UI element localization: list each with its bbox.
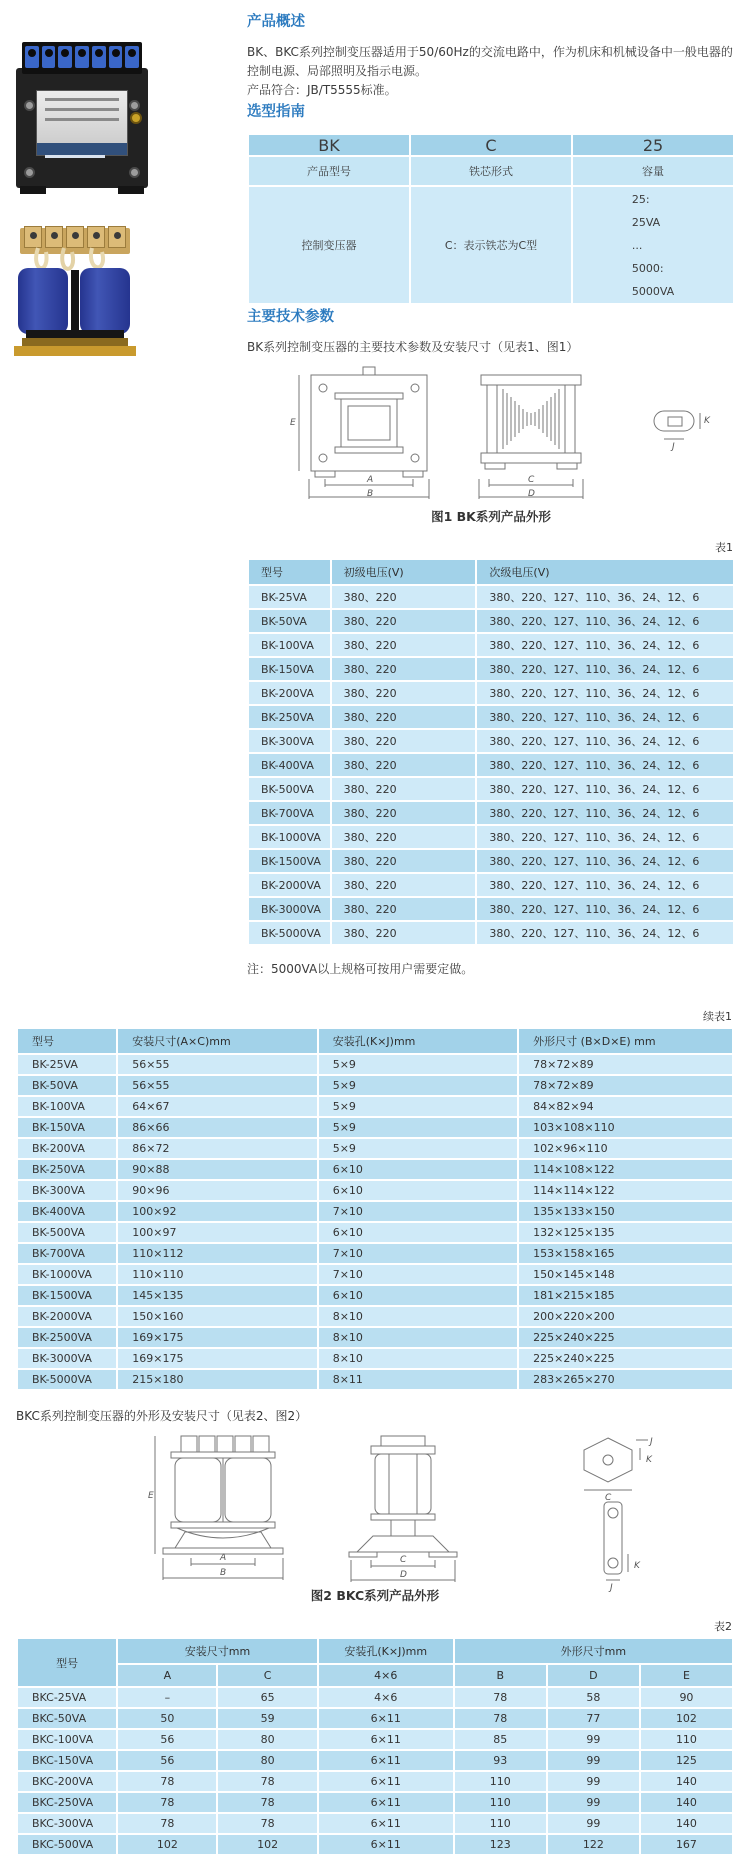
table-cell: 99 <box>547 1792 640 1813</box>
bk-photo-terminals <box>22 42 142 74</box>
table-cell: 380、220、127、110、36、24、12、6 <box>476 633 734 657</box>
svg-text:J: J <box>610 1583 613 1593</box>
table-cell: 100×97 <box>117 1222 317 1243</box>
table-cell: 6×10 <box>318 1285 518 1306</box>
table-cell: 125 <box>640 1750 733 1771</box>
table-row <box>17 1687 733 1708</box>
svg-text:E: E <box>148 1491 154 1501</box>
table2-group-header-row <box>17 1638 733 1664</box>
table-cell: 114×114×122 <box>518 1180 733 1201</box>
table-cell: 380、220、127、110、36、24、12、6 <box>476 681 734 705</box>
table-cell: 150×160 <box>117 1306 317 1327</box>
table-cell: 132×125×135 <box>518 1222 733 1243</box>
table-cell: 80 <box>217 1729 317 1750</box>
table-cell: BK-1500VA <box>248 849 331 873</box>
table-cell: 110×110 <box>117 1264 317 1285</box>
table-cell: BK-100VA <box>248 633 331 657</box>
table-cell: 86×66 <box>117 1117 317 1138</box>
svg-text:B: B <box>220 1568 227 1578</box>
figure1-caption: 图1 BK系列产品外形 <box>431 509 551 524</box>
table-cell: 380、220 <box>331 609 477 633</box>
table-cell: 140 <box>640 1813 733 1834</box>
table-row <box>248 753 734 777</box>
table-cell: 283×265×270 <box>518 1369 733 1390</box>
table-row <box>17 1243 733 1264</box>
table-row <box>248 801 734 825</box>
table-cell: 181×215×185 <box>518 1285 733 1306</box>
table-row <box>248 729 734 753</box>
table2-header-model: 型号 <box>17 1638 117 1687</box>
table-cell: 380、220 <box>331 681 477 705</box>
table-cell: 380、220、127、110、36、24、12、6 <box>476 753 734 777</box>
table-cell: 99 <box>547 1771 640 1792</box>
table-cell: 380、220、127、110、36、24、12、6 <box>476 609 734 633</box>
table-row <box>17 1729 733 1750</box>
table-cell: 380、220 <box>331 585 477 609</box>
table-row <box>17 1075 733 1096</box>
table1-header-row <box>248 559 734 585</box>
table-cell: 167 <box>640 1834 733 1855</box>
table-row <box>17 1117 733 1138</box>
table-cell: BK-5000VA <box>248 921 331 945</box>
table-row <box>17 1096 733 1117</box>
selection-heading: 选型指南 <box>247 104 305 120</box>
table1b-header-install: 安装尺寸(A×C)mm <box>117 1028 317 1054</box>
table-cell: BK-100VA <box>17 1096 117 1117</box>
figure1-drawing <box>256 363 726 503</box>
svg-text:C: C <box>605 1493 612 1503</box>
overview-standard: 产品符合：JB/T5555标准。 <box>247 83 397 97</box>
table-cell: 102 <box>117 1834 217 1855</box>
selection-detail-core: C：表示铁芯为C型 <box>410 186 572 304</box>
table-cell: 380、220、127、110、36、24、12、6 <box>476 849 734 873</box>
table-cell: 8×10 <box>318 1348 518 1369</box>
table-cell: BK-400VA <box>248 753 331 777</box>
table-row <box>248 825 734 849</box>
bk-photo-side-screw <box>130 112 142 124</box>
table-cell: BK-200VA <box>248 681 331 705</box>
table1b-header-hole: 安装孔(K×J)mm <box>318 1028 518 1054</box>
table-cell: 215×180 <box>117 1369 317 1390</box>
table-row <box>248 897 734 921</box>
table-cell: 380、220、127、110、36、24、12、6 <box>476 585 734 609</box>
bkc-transformer-photo <box>16 226 134 362</box>
table-cell: 78 <box>454 1687 547 1708</box>
tech-heading: 主要技术参数 <box>247 309 334 325</box>
table-cell: 93 <box>454 1750 547 1771</box>
selection-detail-model: 控制变压器 <box>248 186 410 304</box>
selection-code-25: 25 <box>572 134 734 156</box>
table-row <box>17 1834 733 1855</box>
svg-text:J: J <box>650 1437 653 1447</box>
table-row <box>248 609 734 633</box>
table-cell: 380、220 <box>331 657 477 681</box>
table-cell: 102 <box>217 1834 317 1855</box>
table1-voltages <box>247 558 735 946</box>
svg-text:A: A <box>367 475 374 485</box>
table2-subheader-b: B <box>454 1664 547 1687</box>
table-cell: 8×11 <box>318 1369 518 1390</box>
table-cell: 135×133×150 <box>518 1201 733 1222</box>
product-photo-column <box>16 42 166 362</box>
overview-paragraph: BK、BKC系列控制变压器适用于50/60Hz的交流电路中，作为机床和机械设备中一般电器的控制电源、局部照明及指示电源。 <box>247 45 733 78</box>
table-cell: 50 <box>117 1708 217 1729</box>
table-cell: 380、220 <box>331 825 477 849</box>
table-row <box>17 1792 733 1813</box>
table-cell: 380、220、127、110、36、24、12、6 <box>476 897 734 921</box>
table-row <box>17 1264 733 1285</box>
table2-bkc-dimensions <box>16 1637 734 1856</box>
table-cell: BKC-250VA <box>17 1792 117 1813</box>
table-cell: 6×11 <box>318 1708 454 1729</box>
selection-code-bk: BK <box>248 134 410 156</box>
table-cell: 380、220 <box>331 873 477 897</box>
svg-text:D: D <box>400 1570 407 1580</box>
table-row <box>17 1285 733 1306</box>
svg-text:E: E <box>290 418 296 428</box>
table-cell: 100×92 <box>117 1201 317 1222</box>
table-cell: 6×10 <box>318 1159 518 1180</box>
table-cell: BKC-150VA <box>17 1750 117 1771</box>
table-cell: BK-3000VA <box>17 1348 117 1369</box>
table1b-header-row <box>17 1028 733 1054</box>
table-cell: 225×240×225 <box>518 1348 733 1369</box>
selection-code-c: C <box>410 134 572 156</box>
table-row <box>248 681 734 705</box>
table-row <box>17 1306 733 1327</box>
selection-detail-row <box>248 186 734 304</box>
table-cell: BK-300VA <box>248 729 331 753</box>
table-cell: BK-2000VA <box>17 1306 117 1327</box>
table-cell: 145×135 <box>117 1285 317 1306</box>
table-cell: 78 <box>217 1771 317 1792</box>
table-cell: 78 <box>454 1708 547 1729</box>
table-cell: BK-250VA <box>248 705 331 729</box>
svg-text:K: K <box>704 416 710 426</box>
table-cell: 380、220 <box>331 897 477 921</box>
table-row <box>248 873 734 897</box>
table-cell: 150×145×148 <box>518 1264 733 1285</box>
table-cell: 380、220 <box>331 705 477 729</box>
table-cell: 380、220 <box>331 801 477 825</box>
table-row <box>17 1201 733 1222</box>
table-cell: 200×220×200 <box>518 1306 733 1327</box>
table-cell: 65 <box>217 1687 317 1708</box>
table-cell: 140 <box>640 1771 733 1792</box>
table-cell: 5×9 <box>318 1096 518 1117</box>
table-cell: 6×11 <box>318 1729 454 1750</box>
table-cell: 169×175 <box>117 1327 317 1348</box>
table-cell: 380、220、127、110、36、24、12、6 <box>476 705 734 729</box>
table-cell: 56×55 <box>117 1054 317 1075</box>
table2-header-install: 安装尺寸mm <box>117 1638 317 1664</box>
bkc-photo-terminals <box>24 226 126 248</box>
svg-text:C: C <box>528 475 535 485</box>
table-cell: 380、220、127、110、36、24、12、6 <box>476 729 734 753</box>
table-cell: 56 <box>117 1750 217 1771</box>
table-cell: BK-150VA <box>17 1117 117 1138</box>
table-cell: BK-400VA <box>17 1201 117 1222</box>
svg-text:C: C <box>400 1555 407 1565</box>
table-cell: BK-150VA <box>248 657 331 681</box>
figure2-drawing <box>16 1430 734 1593</box>
table-cell: 114×108×122 <box>518 1159 733 1180</box>
selection-label-core: 铁芯形式 <box>410 156 572 186</box>
table-row <box>17 1054 733 1075</box>
table-cell: 78 <box>117 1792 217 1813</box>
table-cell: BK-2000VA <box>248 873 331 897</box>
table2-subheader-e: E <box>640 1664 733 1687</box>
table-cell: 56×55 <box>117 1075 317 1096</box>
table-cell: 380、220、127、110、36、24、12、6 <box>476 921 734 945</box>
table-cell: 8×10 <box>318 1327 518 1348</box>
table-cell: 169×175 <box>117 1348 317 1369</box>
table2-header-outline: 外形尺寸mm <box>454 1638 733 1664</box>
tech-intro: BK系列控制变压器的主要技术参数及安装尺寸（见表1、图1） <box>247 340 579 354</box>
table-row <box>17 1138 733 1159</box>
selection-detail-capacity: 25: 25VA ... 5000: 5000VA <box>572 186 734 304</box>
table-cell: 6×11 <box>318 1834 454 1855</box>
bkc-intro: BKC系列控制变压器的外形及安装尺寸（见表2、图2） <box>16 1409 308 1423</box>
table2-subheader-a: A <box>117 1664 217 1687</box>
table-cell: 380、220、127、110、36、24、12、6 <box>476 873 734 897</box>
bk-photo-nameplate <box>36 90 128 156</box>
table-row <box>248 705 734 729</box>
table-cell: 102 <box>640 1708 733 1729</box>
table1b-header-model: 型号 <box>17 1028 117 1054</box>
table-cell: 6×11 <box>318 1813 454 1834</box>
table-cell: 380、220 <box>331 921 477 945</box>
table-cell: BK-50VA <box>248 609 331 633</box>
table-cell: BK-3000VA <box>248 897 331 921</box>
table-cell: BKC-200VA <box>17 1771 117 1792</box>
table-cell: 5×9 <box>318 1075 518 1096</box>
selection-guide-table <box>247 133 735 305</box>
table-row <box>17 1369 733 1390</box>
table-cell: 103×108×110 <box>518 1117 733 1138</box>
table-cell: 85 <box>454 1729 547 1750</box>
table-cell: 78 <box>217 1792 317 1813</box>
table-cell: BK-500VA <box>17 1222 117 1243</box>
table1-note: 注：5000VA以上规格可按用户需要定做。 <box>247 962 474 976</box>
table-cell: BK-5000VA <box>17 1369 117 1390</box>
table2-tag: 表2 <box>714 1620 732 1633</box>
selection-label-model: 产品型号 <box>248 156 410 186</box>
table-cell: 153×158×165 <box>518 1243 733 1264</box>
table-cell: BK-25VA <box>17 1054 117 1075</box>
table-cell: BKC-50VA <box>17 1708 117 1729</box>
table-row <box>248 849 734 873</box>
svg-text:K: K <box>634 1561 640 1571</box>
bkc-photo-coil-right <box>80 268 130 334</box>
table-row <box>17 1708 733 1729</box>
table-row <box>17 1222 733 1243</box>
table-cell: 78 <box>217 1813 317 1834</box>
table1-tag: 表1 <box>715 541 733 554</box>
table-cell: 78×72×89 <box>518 1054 733 1075</box>
table-cell: 6×10 <box>318 1180 518 1201</box>
table-row <box>248 633 734 657</box>
table-cell: 140 <box>640 1792 733 1813</box>
table-cell: 6×11 <box>318 1771 454 1792</box>
overview-heading: 产品概述 <box>247 14 305 30</box>
table-row <box>17 1771 733 1792</box>
table-cell: BK-700VA <box>17 1243 117 1264</box>
table1-header-model: 型号 <box>248 559 331 585</box>
selection-label-row <box>248 156 734 186</box>
table-row <box>17 1180 733 1201</box>
table-row <box>17 1327 733 1348</box>
table-cell: 8×10 <box>318 1306 518 1327</box>
table-cell: 110×112 <box>117 1243 317 1264</box>
table-cell: 77 <box>547 1708 640 1729</box>
table-row <box>17 1813 733 1834</box>
table-cell: 7×10 <box>318 1201 518 1222</box>
table-cell: 6×11 <box>318 1792 454 1813</box>
table2-subheader-d: D <box>547 1664 640 1687</box>
table-cell: 110 <box>454 1771 547 1792</box>
table-cell: 102×96×110 <box>518 1138 733 1159</box>
table-cell: 380、220 <box>331 633 477 657</box>
table-cell: BK-500VA <box>248 777 331 801</box>
table2-sub-header-row <box>17 1664 733 1687</box>
table1-header-secondary: 次级电压(V) <box>476 559 734 585</box>
table-row <box>248 777 734 801</box>
table2-subheader-hole: 4×6 <box>318 1664 454 1687</box>
table-cell: 64×67 <box>117 1096 317 1117</box>
table-cell: 110 <box>454 1792 547 1813</box>
table-cell: 86×72 <box>117 1138 317 1159</box>
table-cell: BK-2500VA <box>17 1327 117 1348</box>
table-cell: BK-1000VA <box>17 1264 117 1285</box>
table-cell: 78 <box>117 1771 217 1792</box>
table-cell: BK-300VA <box>17 1180 117 1201</box>
table-cell: 122 <box>547 1834 640 1855</box>
table-cell: 84×82×94 <box>518 1096 733 1117</box>
table-row <box>248 921 734 945</box>
table-row <box>248 657 734 681</box>
table1-header-primary: 初级电压(V) <box>331 559 477 585</box>
table-cell: 380、220 <box>331 777 477 801</box>
table-cell: 380、220、127、110、36、24、12、6 <box>476 777 734 801</box>
table1b-tag: 续表1 <box>703 1010 732 1023</box>
svg-text:A: A <box>220 1553 227 1563</box>
table-row <box>17 1348 733 1369</box>
table2-subheader-c: C <box>217 1664 317 1687</box>
table-cell: BK-50VA <box>17 1075 117 1096</box>
table-cell: 99 <box>547 1813 640 1834</box>
table-cell: 123 <box>454 1834 547 1855</box>
table-cell: 110 <box>454 1813 547 1834</box>
table-cell: 380、220 <box>331 849 477 873</box>
table-cell: 5×9 <box>318 1117 518 1138</box>
table-cell: BK-1500VA <box>17 1285 117 1306</box>
table-cell: 78×72×89 <box>518 1075 733 1096</box>
bk-transformer-photo <box>16 42 148 194</box>
table-cell: BK-700VA <box>248 801 331 825</box>
table-row <box>248 585 734 609</box>
table-cell: 4×6 <box>318 1687 454 1708</box>
table-cell: 380、220 <box>331 753 477 777</box>
table1b-dimensions <box>16 1027 734 1391</box>
table-cell: BKC-500VA <box>17 1834 117 1855</box>
table-cell: 80 <box>217 1750 317 1771</box>
table-cell: 59 <box>217 1708 317 1729</box>
table-row <box>17 1159 733 1180</box>
table-cell: BKC-25VA <box>17 1687 117 1708</box>
table1b-header-outline: 外形尺寸 (B×D×E) mm <box>518 1028 733 1054</box>
table-cell: 6×10 <box>318 1222 518 1243</box>
table-cell: 90 <box>640 1687 733 1708</box>
table-cell: 7×10 <box>318 1243 518 1264</box>
table-cell: 380、220、127、110、36、24、12、6 <box>476 825 734 849</box>
table-cell: BK-200VA <box>17 1138 117 1159</box>
svg-text:J: J <box>672 442 675 452</box>
table-cell: 380、220、127、110、36、24、12、6 <box>476 657 734 681</box>
table-cell: 5×9 <box>318 1138 518 1159</box>
table-cell: 6×11 <box>318 1750 454 1771</box>
table-cell: 225×240×225 <box>518 1327 733 1348</box>
table-cell: BKC-100VA <box>17 1729 117 1750</box>
selection-label-capacity: 容量 <box>572 156 734 186</box>
svg-text:B: B <box>367 489 374 499</box>
table-row <box>17 1750 733 1771</box>
table-cell: BK-25VA <box>248 585 331 609</box>
svg-text:D: D <box>528 489 535 499</box>
bkc-photo-coil-left <box>18 268 68 334</box>
table-cell: 78 <box>117 1813 217 1834</box>
table-cell: BK-250VA <box>17 1159 117 1180</box>
table-cell: 380、220、127、110、36、24、12、6 <box>476 801 734 825</box>
table-cell: 99 <box>547 1750 640 1771</box>
table-cell: 5×9 <box>318 1054 518 1075</box>
table-cell: 7×10 <box>318 1264 518 1285</box>
table-cell: 99 <box>547 1729 640 1750</box>
table-cell: 380、220 <box>331 729 477 753</box>
table-cell: – <box>117 1687 217 1708</box>
table-cell: 110 <box>640 1729 733 1750</box>
table-cell: BK-1000VA <box>248 825 331 849</box>
svg-text:K: K <box>646 1455 652 1465</box>
table-cell: BKC-300VA <box>17 1813 117 1834</box>
table-cell: 56 <box>117 1729 217 1750</box>
table-cell: 90×88 <box>117 1159 317 1180</box>
table-cell: 90×96 <box>117 1180 317 1201</box>
table2-header-hole: 安装孔(K×J)mm <box>318 1638 454 1664</box>
table-cell: 58 <box>547 1687 640 1708</box>
selection-code-row <box>248 134 734 156</box>
figure2-caption: 图2 BKC系列产品外形 <box>310 1588 440 1603</box>
